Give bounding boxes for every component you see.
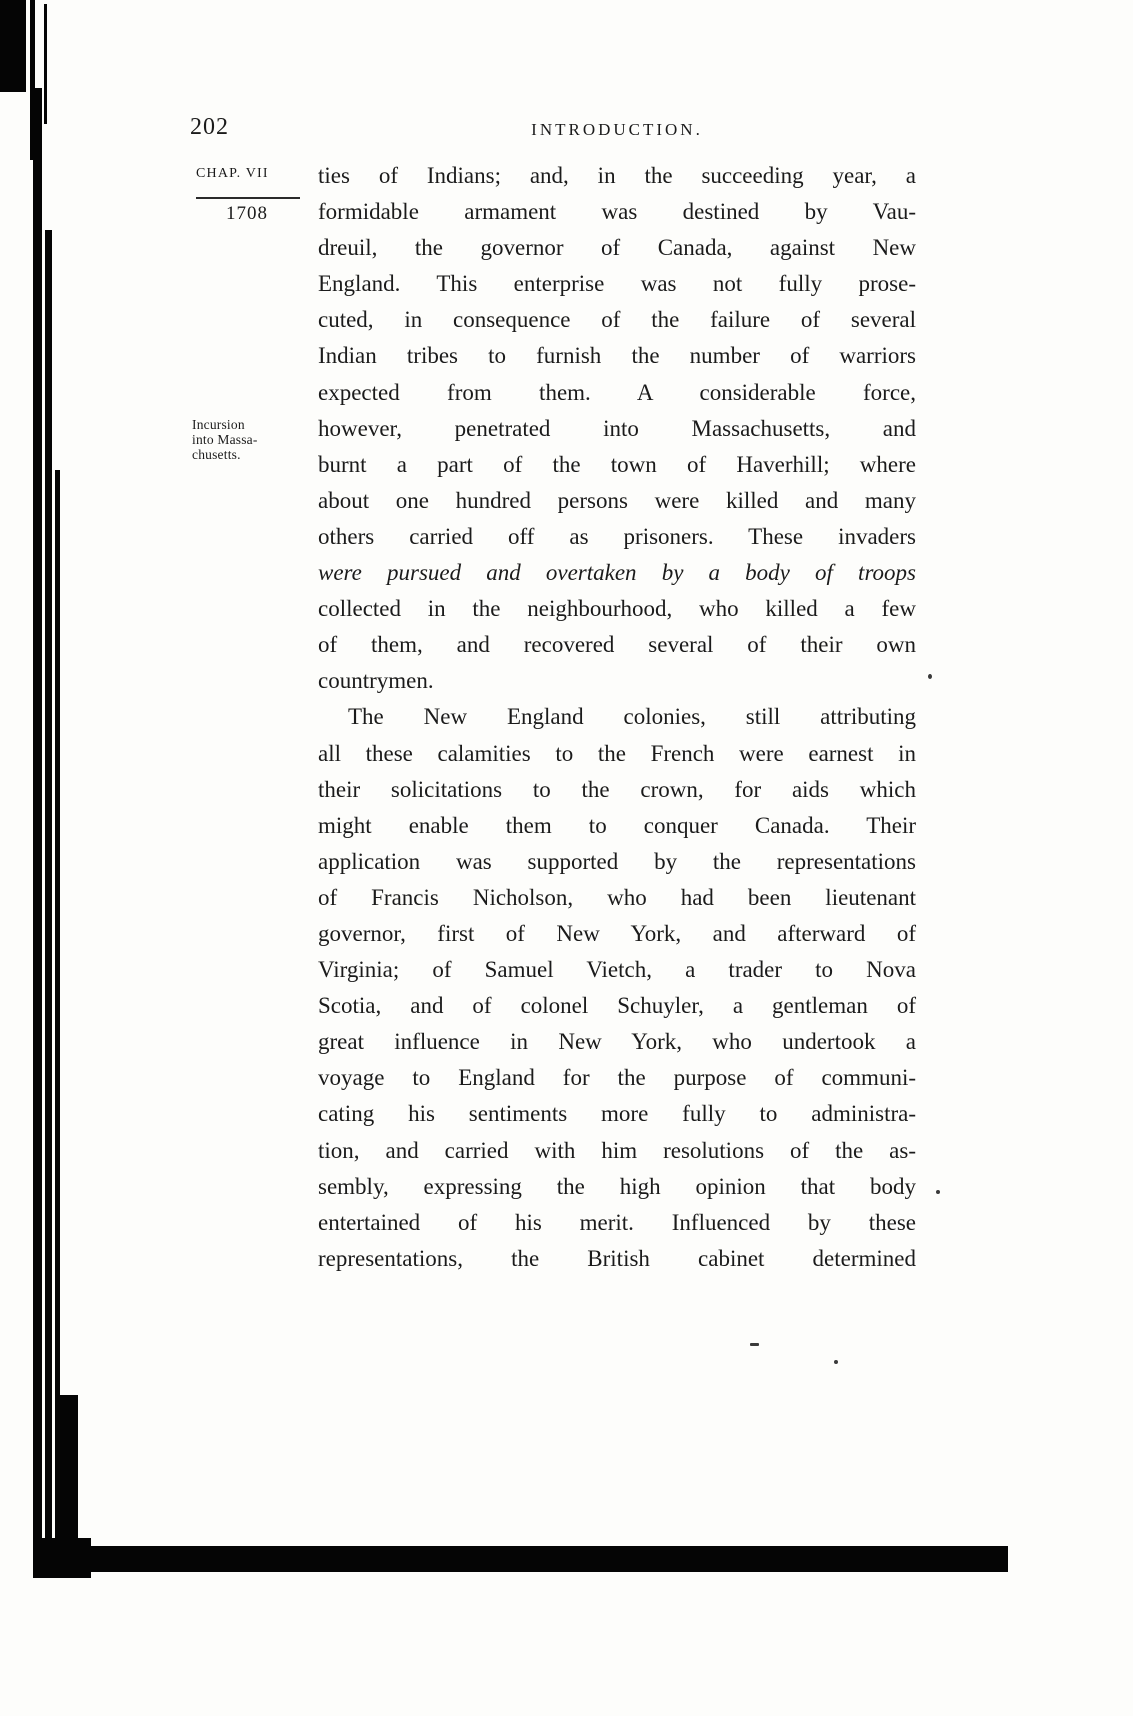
scan-artifact-edge-bar: [33, 88, 42, 1550]
text-line: burnt a part of the town of Haverhill; where: [318, 451, 916, 477]
scan-speck: [936, 1190, 940, 1194]
margin-note-line: Incursion: [192, 417, 245, 432]
scan-artifact-edge-bar: [55, 470, 60, 1550]
chapter-label: CHAP. VII: [196, 166, 269, 181]
margin-note-line: chusetts.: [192, 447, 241, 462]
text-line: formidable armament was destined by Vau-: [318, 199, 916, 225]
chapter-rule: [196, 197, 300, 199]
scan-speck: [750, 1343, 759, 1346]
text-line: ties of Indians; and, in the succeeding year, a: [318, 163, 916, 188]
text-line: however, penetrated into Massachusetts, and: [318, 415, 916, 441]
text-line: expected from them. A considerable force,: [318, 379, 916, 405]
year-label: 1708: [226, 203, 268, 224]
margin-note-line: into Massa-: [192, 432, 258, 447]
text-line: voyage to England for the purpose of communi-: [318, 1065, 916, 1091]
text-line: others carried off as prisoners. These invaders: [318, 523, 916, 549]
margin-note: [192, 417, 258, 462]
scan-speck: [834, 1360, 838, 1364]
text-line: cating his sentiments more fully to administra-: [318, 1101, 916, 1127]
text-line: entertained of his merit. Influenced by these: [318, 1209, 916, 1235]
text-line-italic: were pursued and overtaken by a body of troops: [318, 560, 916, 586]
text-line: tion, and carried with him resolutions of the as-: [318, 1137, 916, 1163]
text-line: collected in the neighbourhood, who killed a few: [318, 596, 916, 622]
text-line: application was supported by the representations: [318, 848, 916, 874]
text-line: Scotia, and of colonel Schuyler, a gentleman of: [318, 993, 916, 1019]
text-line: great influence in New York, who undertook a: [318, 1029, 916, 1055]
text-line: countrymen.: [318, 668, 434, 694]
page-number: 202: [190, 114, 229, 140]
text-line: sembly, expressing the high opinion that body: [318, 1173, 916, 1199]
text-line: might enable them to conquer Canada. Their: [318, 812, 916, 838]
text-line: representations, the British cabinet determined: [318, 1245, 916, 1271]
scan-artifact-corner: [0, 0, 26, 92]
text-line: Virginia; of Samuel Vietch, a trader to Nova: [318, 957, 916, 983]
body-text: [318, 158, 916, 1277]
running-header: INTRODUCTION.: [531, 120, 703, 139]
scan-artifact-edge-line: [44, 4, 47, 124]
text-line: of them, and recovered several of their own: [318, 632, 916, 658]
scan-artifact-edge-bar: [45, 230, 52, 1550]
text-line: all these calamities to the French were earnest in: [318, 740, 916, 766]
text-line: governor, first of New York, and afterward of: [318, 920, 916, 946]
text-line: The New England colonies, still attributing: [348, 704, 916, 730]
text-line: England. This enterprise was not fully prose-: [318, 271, 916, 297]
scan-speck: [928, 674, 932, 679]
scan-artifact-bottom-bar: [57, 1546, 1008, 1572]
text-line: cuted, in consequence of the failure of several: [318, 307, 916, 333]
text-line: about one hundred persons were killed and many: [318, 487, 916, 513]
text-line: of Francis Nicholson, who had been lieutenant: [318, 884, 916, 910]
text-line: Indian tribes to furnish the number of warriors: [318, 343, 916, 369]
text-line: dreuil, the governor of Canada, against New: [318, 235, 916, 261]
text-line: their solicitations to the crown, for aids which: [318, 776, 916, 802]
